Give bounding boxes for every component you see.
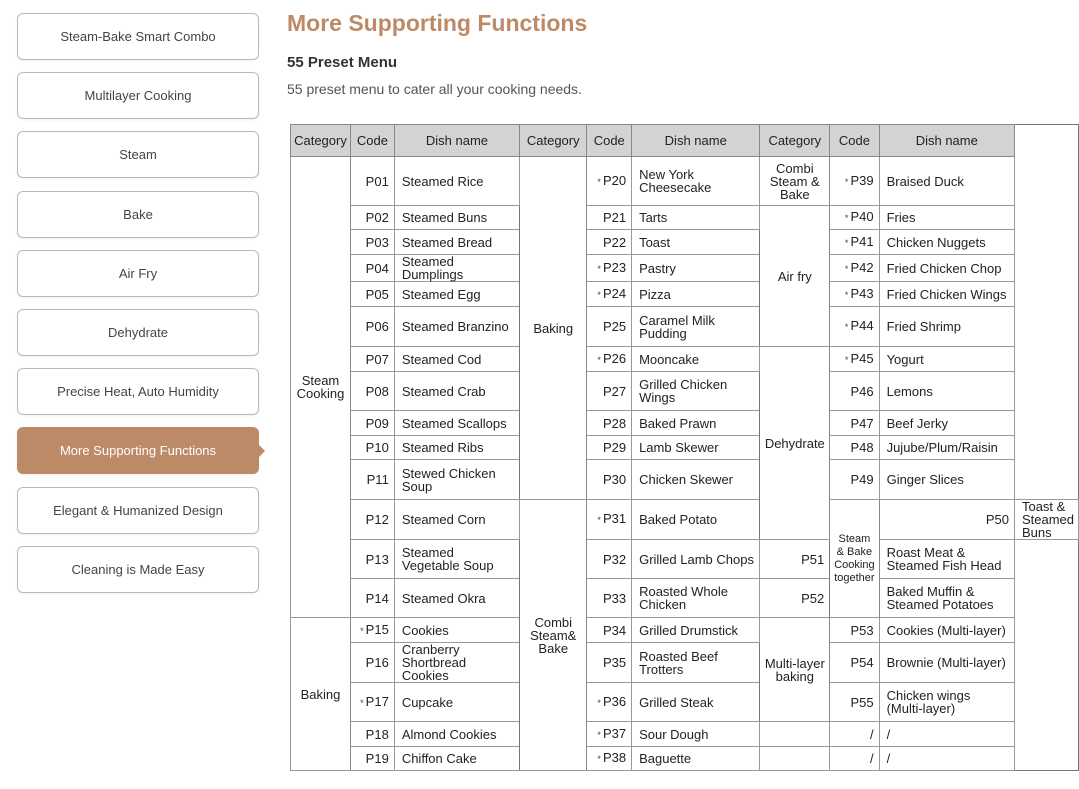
code-cell: P02 <box>350 206 394 230</box>
nav-item-precise-heat[interactable]: Precise Heat, Auto Humidity <box>17 368 259 415</box>
table-row <box>291 372 1079 411</box>
code-cell: * P41 <box>830 230 879 255</box>
table-row <box>291 206 1079 230</box>
code-cell: * P45 <box>830 347 879 372</box>
code-cell: P51 <box>760 540 830 579</box>
nav-item-air-fry[interactable]: Air Fry <box>17 250 259 297</box>
code-cell: * P26 <box>587 347 632 372</box>
star-mark: * <box>360 625 364 636</box>
star-mark: * <box>844 263 849 274</box>
dish-cell: Toast & Steamed Buns <box>1014 500 1078 540</box>
code-cell: * P20 <box>587 157 632 206</box>
code-cell: P16 <box>350 643 394 683</box>
dish-cell: Stewed Chicken Soup <box>394 460 519 500</box>
dish-cell: Sour Dough <box>632 722 760 747</box>
star-mark: * <box>844 237 849 248</box>
dish-cell: Cupcake <box>394 683 519 722</box>
dish-cell: Steamed Egg <box>394 282 519 307</box>
code-cell: * P36 <box>587 683 632 722</box>
header-category: Category <box>291 125 351 157</box>
code-cell: P13 <box>350 540 394 579</box>
code-cell: * P39 <box>830 157 879 206</box>
dish-cell: Grilled Steak <box>632 683 760 722</box>
dish-cell: Baked Prawn <box>632 411 760 436</box>
page-title: More Supporting Functions <box>287 10 588 36</box>
main-content <box>287 8 1067 97</box>
code-cell: * P40 <box>830 206 879 230</box>
code-cell: P33 <box>587 579 632 618</box>
star-mark: * <box>844 289 849 300</box>
dish-cell: Lamb Skewer <box>632 436 760 460</box>
code-cell: P34 <box>587 618 632 643</box>
table-row <box>291 255 1079 282</box>
table-header-row <box>291 125 1079 157</box>
code-cell: * P31 <box>587 500 632 540</box>
dish-cell: Steamed Vegetable Soup <box>394 540 519 579</box>
code-cell: P22 <box>587 230 632 255</box>
nav-item-steam-bake-smart-combo[interactable]: Steam-Bake Smart Combo <box>17 13 259 60</box>
table-row <box>291 747 1079 771</box>
dish-cell: Grilled Drumstick <box>632 618 760 643</box>
star-mark: * <box>597 176 601 187</box>
dish-cell: Steamed Dumplings <box>394 255 519 282</box>
dish-cell: Grilled Lamb Chops <box>632 540 760 579</box>
table-row <box>291 411 1079 436</box>
dish-cell: New York Cheesecake <box>632 157 760 206</box>
dish-cell: Cranberry Shortbread Cookies <box>394 643 519 683</box>
code-cell: P30 <box>587 460 632 500</box>
table-row <box>291 618 1079 643</box>
dish-cell: Pizza <box>632 282 760 307</box>
code-cell: * P43 <box>830 282 879 307</box>
table-row <box>291 540 1079 579</box>
dish-cell: Cookies <box>394 618 519 643</box>
dish-cell: Baked Potato <box>632 500 760 540</box>
nav-item-cleaning[interactable]: Cleaning is Made Easy <box>17 546 259 593</box>
code-cell: P03 <box>350 230 394 255</box>
dish-cell: Ginger Slices <box>879 460 1014 500</box>
code-cell: * P15 <box>350 618 394 643</box>
table-row <box>291 157 1079 206</box>
dish-cell: Brownie (Multi-layer) <box>879 643 1014 683</box>
nav-item-bake[interactable]: Bake <box>17 191 259 238</box>
header-code: Code <box>587 125 632 157</box>
header-code: Code <box>830 125 879 157</box>
code-cell: P49 <box>830 460 879 500</box>
code-cell: P19 <box>350 747 394 771</box>
category-air-fry: Air fry <box>760 206 830 347</box>
code-cell: P54 <box>830 643 879 683</box>
star-mark: * <box>844 213 849 223</box>
code-cell: P21 <box>587 206 632 230</box>
dish-cell: Pastry <box>632 255 760 282</box>
table-row <box>291 683 1079 722</box>
dish-cell: Chiffon Cake <box>394 747 519 771</box>
header-category: Category <box>520 125 587 157</box>
section-title: 55 Preset Menu <box>287 54 398 71</box>
code-cell: P53 <box>830 618 879 643</box>
table-row <box>291 722 1079 747</box>
code-cell: P48 <box>830 436 879 460</box>
star-mark: * <box>597 729 601 740</box>
code-cell: P29 <box>587 436 632 460</box>
code-cell: P28 <box>587 411 632 436</box>
code-cell: P11 <box>350 460 394 500</box>
category-steam-bake-together: Steam & Bake Cooking together <box>830 500 879 618</box>
code-cell: * P17 <box>350 683 394 722</box>
dish-cell: Roast Meat & Steamed Fish Head <box>879 540 1014 579</box>
category-combi-steam-and-bake: Combi Steam & Bake <box>760 157 830 206</box>
code-cell: P04 <box>350 255 394 282</box>
dish-cell: Chicken wings (Multi-layer) <box>879 683 1014 722</box>
code-cell: * P38 <box>587 747 632 771</box>
dish-cell: Braised Duck <box>879 157 1014 206</box>
dish-cell: Steamed Crab <box>394 372 519 411</box>
preset-menu-table <box>290 124 1079 771</box>
dish-cell: Cookies (Multi-layer) <box>879 618 1014 643</box>
code-cell: * P23 <box>587 255 632 282</box>
table-row <box>291 230 1079 255</box>
table-row <box>291 436 1079 460</box>
header-category: Category <box>760 125 830 157</box>
dish-cell: Steamed Scallops <box>394 411 519 436</box>
code-cell: P10 <box>350 436 394 460</box>
table-row <box>291 579 1079 618</box>
category-baking: Baking <box>291 618 351 771</box>
category-baking: Baking <box>520 157 587 500</box>
dish-cell: Toast <box>632 230 760 255</box>
code-cell: P14 <box>350 579 394 618</box>
code-cell: * P44 <box>830 307 879 347</box>
dish-cell: Jujube/Plum/Raisin <box>879 436 1014 460</box>
sidebar-nav <box>17 13 259 605</box>
code-cell: * P37 <box>587 722 632 747</box>
table-row <box>291 460 1079 500</box>
star-mark: * <box>360 697 364 708</box>
dish-cell: Beef Jerky <box>879 411 1014 436</box>
dish-cell: Baguette <box>632 747 760 771</box>
nav-item-more-supporting-functions[interactable]: More Supporting Functions <box>17 427 259 474</box>
dish-cell: Roasted Beef Trotters <box>632 643 760 683</box>
table-row <box>291 500 1079 540</box>
star-mark: * <box>844 322 849 332</box>
code-cell: P12 <box>350 500 394 540</box>
star-mark: * <box>597 515 601 525</box>
dish-cell: Baked Muffin & Steamed Potatoes <box>879 579 1014 618</box>
code-cell: P07 <box>350 347 394 372</box>
empty-category-cell <box>760 722 830 747</box>
dish-cell: / <box>879 722 1014 747</box>
dish-cell: Lemons <box>879 372 1014 411</box>
nav-item-elegant-design[interactable]: Elegant & Humanized Design <box>17 487 259 534</box>
header-dish-name: Dish name <box>879 125 1014 157</box>
header-code: Code <box>350 125 394 157</box>
star-mark: * <box>844 176 849 187</box>
dish-cell: Steamed Rice <box>394 157 519 206</box>
code-cell: P47 <box>830 411 879 436</box>
category-steam-cooking: Steam Cooking <box>291 157 351 618</box>
nav-item-multilayer-cooking[interactable]: Multilayer Cooking <box>17 72 259 119</box>
nav-item-dehydrate[interactable]: Dehydrate <box>17 309 259 356</box>
code-cell: P27 <box>587 372 632 411</box>
dish-cell: Almond Cookies <box>394 722 519 747</box>
code-cell: P01 <box>350 157 394 206</box>
category-combi-steam-bake: Combi Steam& Bake <box>520 500 587 771</box>
header-dish-name: Dish name <box>632 125 760 157</box>
code-cell: P08 <box>350 372 394 411</box>
header-dish-name: Dish name <box>394 125 519 157</box>
nav-item-steam[interactable]: Steam <box>17 131 259 178</box>
category-multi-layer-baking: Multi-layer baking <box>760 618 830 722</box>
dish-cell: Fried Shrimp <box>879 307 1014 347</box>
dish-cell: Fries <box>879 206 1014 230</box>
code-cell: P50 <box>879 500 1014 540</box>
code-cell: P35 <box>587 643 632 683</box>
dish-cell: Steamed Corn <box>394 500 519 540</box>
star-mark: * <box>597 754 601 764</box>
code-cell: P06 <box>350 307 394 347</box>
code-cell: P46 <box>830 372 879 411</box>
star-mark: * <box>597 697 601 708</box>
dish-cell: Steamed Okra <box>394 579 519 618</box>
dish-cell: Mooncake <box>632 347 760 372</box>
dish-cell: Roasted Whole Chicken <box>632 579 760 618</box>
code-cell: * P42 <box>830 255 879 282</box>
table-row <box>291 307 1079 347</box>
dish-cell: Chicken Skewer <box>632 460 760 500</box>
table-row <box>291 643 1079 683</box>
empty-category-cell <box>760 747 830 771</box>
dish-cell: Steamed Bread <box>394 230 519 255</box>
code-cell: P52 <box>760 579 830 618</box>
code-cell: P25 <box>587 307 632 347</box>
dish-cell: Fried Chicken Chop <box>879 255 1014 282</box>
table-row <box>291 282 1079 307</box>
code-cell: * P24 <box>587 282 632 307</box>
code-cell: P18 <box>350 722 394 747</box>
dish-cell: Caramel Milk Pudding <box>632 307 760 347</box>
dish-cell: / <box>879 747 1014 771</box>
code-cell: P55 <box>830 683 879 722</box>
table-row <box>291 347 1079 372</box>
code-cell: / <box>830 722 879 747</box>
dish-cell: Steamed Branzino <box>394 307 519 347</box>
dish-cell: Chicken Nuggets <box>879 230 1014 255</box>
dish-cell: Tarts <box>632 206 760 230</box>
star-mark: * <box>844 354 849 365</box>
dish-cell: Yogurt <box>879 347 1014 372</box>
code-cell: P32 <box>587 540 632 579</box>
code-cell: P05 <box>350 282 394 307</box>
dish-cell: Steamed Ribs <box>394 436 519 460</box>
star-mark: * <box>597 263 601 274</box>
star-mark: * <box>597 289 601 300</box>
dish-cell: Fried Chicken Wings <box>879 282 1014 307</box>
code-cell: P09 <box>350 411 394 436</box>
dish-cell: Steamed Buns <box>394 206 519 230</box>
category-dehydrate: Dehydrate <box>760 347 830 540</box>
dish-cell: Steamed Cod <box>394 347 519 372</box>
section-description: 55 preset menu to cater all your cooking needs. <box>287 81 582 97</box>
star-mark: * <box>597 354 601 365</box>
code-cell: / <box>830 747 879 771</box>
dish-cell: Grilled Chicken Wings <box>632 372 760 411</box>
